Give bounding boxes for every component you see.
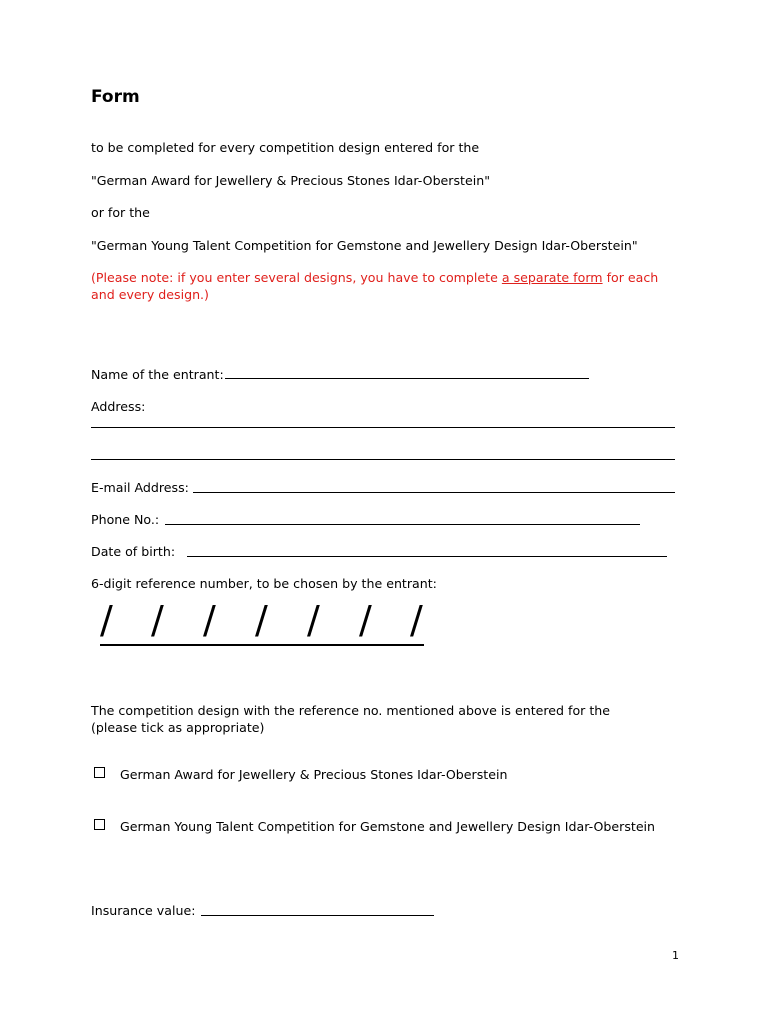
reference-slash-2: / — [151, 598, 164, 642]
reference-slash-1: / — [100, 598, 113, 642]
award-2-checkbox[interactable] — [94, 819, 105, 830]
intro-text: to be completed for every competition design entered for the — [91, 140, 480, 155]
email-label: E-mail Address: — [91, 480, 189, 495]
dob-field-line[interactable] — [187, 556, 667, 557]
award-1-option-label: German Award for Jewellery & Precious Stones Idar-Oberstein — [120, 767, 508, 782]
insurance-label: Insurance value: — [91, 903, 196, 918]
address-field-line-2[interactable] — [91, 459, 675, 460]
address-field-line-1[interactable] — [91, 427, 675, 428]
separate-form-note — [91, 269, 671, 303]
award-2-option-label: German Young Talent Competition for Gemstone and Jewellery Design Idar-Oberstein — [120, 819, 656, 834]
dob-label: Date of birth: — [91, 544, 176, 559]
reference-slash-3: / — [203, 598, 216, 642]
award-1-checkbox[interactable] — [94, 767, 105, 778]
reference-label: 6-digit reference number, to be chosen by the entrant: — [91, 576, 437, 591]
separate-form-link: a separate form — [501, 270, 603, 285]
name-label: Name of the entrant: — [91, 367, 224, 382]
email-field-line[interactable] — [193, 492, 675, 493]
phone-label: Phone No.: — [91, 512, 160, 527]
note-text-before: (Please note: if you enter several designs, you have to complete — [91, 270, 502, 285]
reference-number-field[interactable] — [100, 598, 424, 646]
name-field-line[interactable] — [225, 378, 589, 379]
reference-slash-7: / — [410, 598, 423, 642]
reference-slash-4: / — [255, 598, 268, 642]
entry-statement: The competition design with the reference no. mentioned above is entered for the — [91, 703, 611, 718]
or-for-the-text: or for the — [91, 205, 150, 220]
award-1-name: "German Award for Jewellery & Precious Stones Idar-Oberstein" — [91, 173, 491, 188]
reference-slash-5: / — [307, 598, 320, 642]
award-2-name: "German Young Talent Competition for Gemstone and Jewellery Design Idar-Oberstein" — [91, 238, 638, 253]
address-label: Address: — [91, 399, 146, 414]
entry-instruction: (please tick as appropriate) — [91, 720, 265, 735]
page-title: Form — [91, 87, 140, 107]
note-text-after: for each and every design.) — [91, 270, 659, 302]
insurance-field-line[interactable] — [201, 915, 434, 916]
page-number: 1 — [672, 949, 679, 962]
reference-slash-6: / — [359, 598, 372, 642]
phone-field-line[interactable] — [165, 524, 640, 525]
